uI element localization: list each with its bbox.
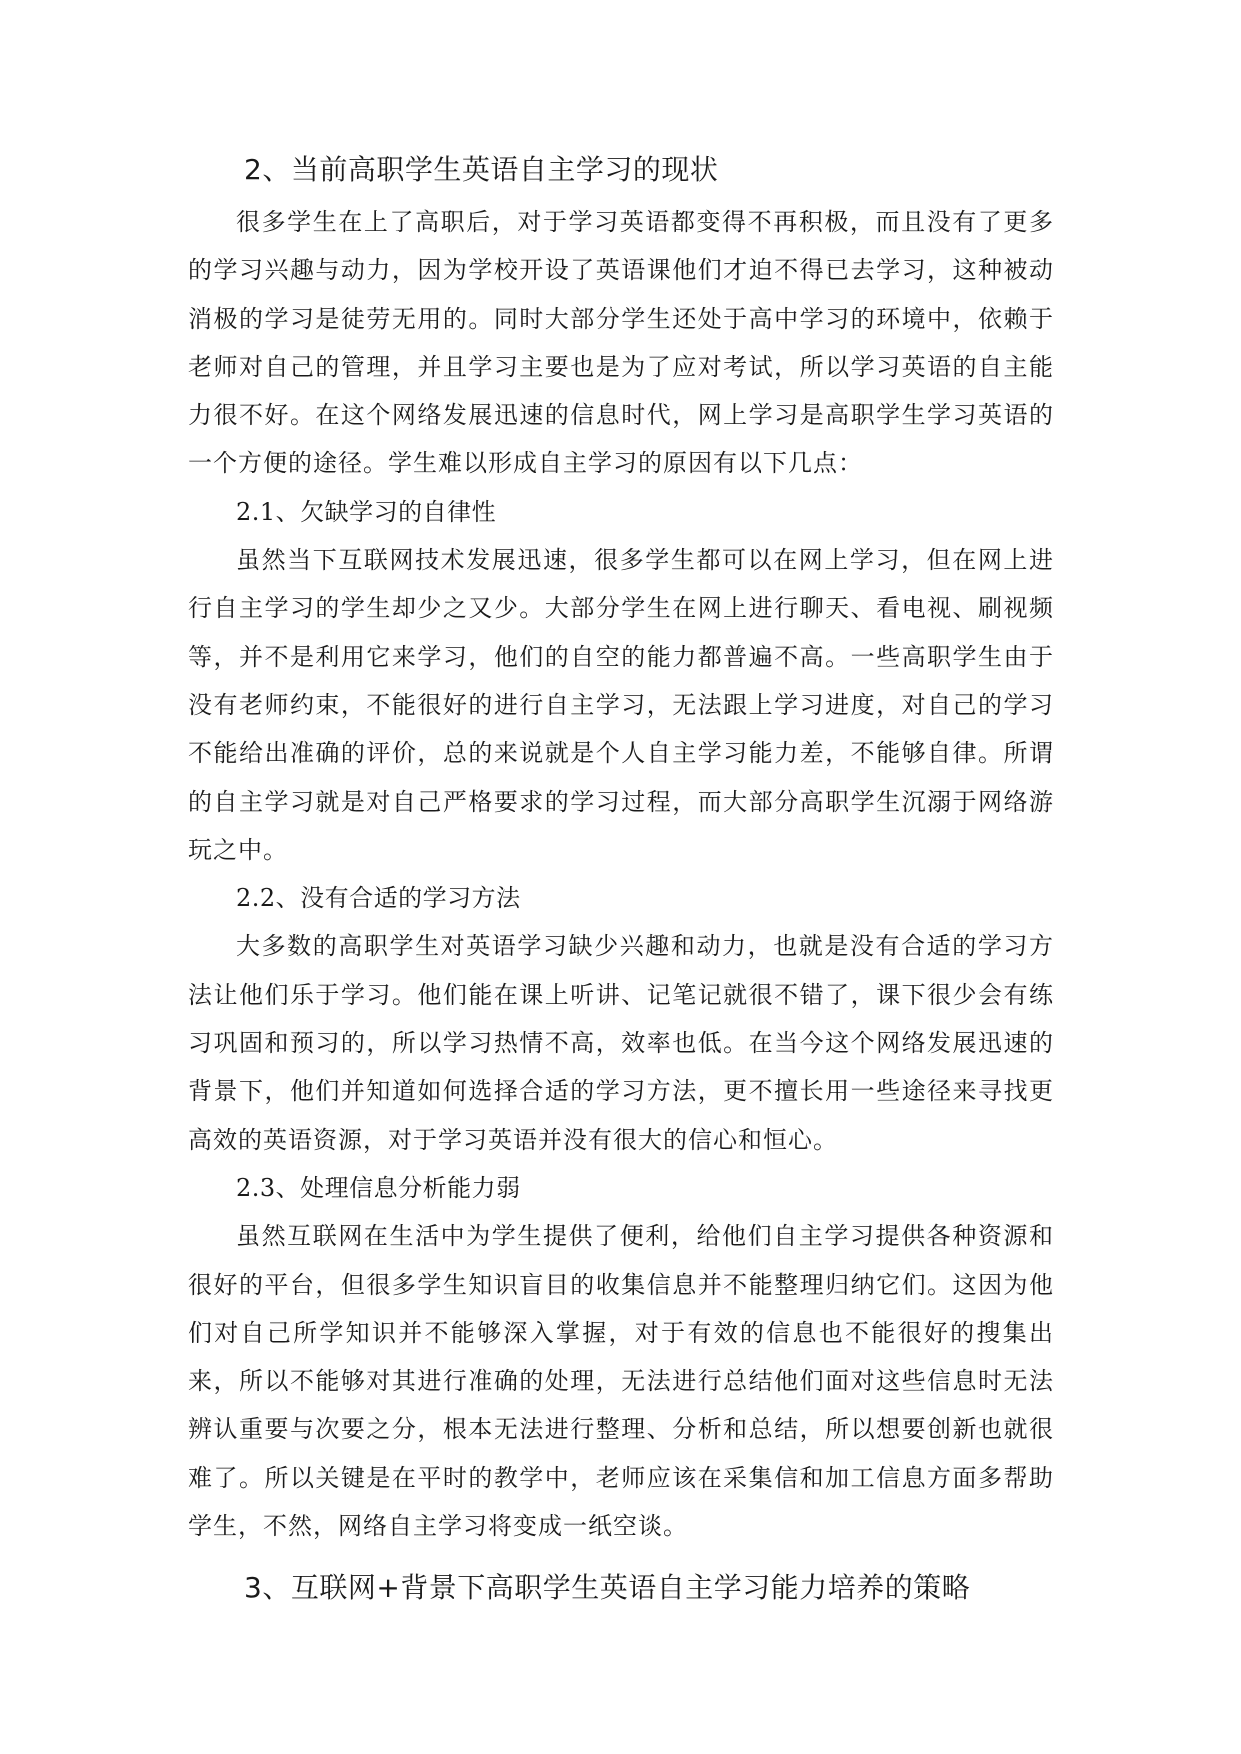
subsection-2-2-paragraph: 大多数的高职学生对英语学习缺少兴趣和动力，也就是没有合适的学习方法让他们乐于学习。他们能在课上听讲、记笔记就很不错了，课下很少会有练习巩固和预习的，所以学习热情不高，效率也低。在当今这个网络发展迅速的背景下，他们并知道如何选择合适的学习方法，更不擅长用一些途径来寻找更高效的英语资源，对于学习英语并没有很大的信心和恒心。: [188, 932, 1054, 1154]
subsection-2-2-heading: 2.2、没有合适的学习方法: [236, 884, 521, 913]
subsection-2-3-paragraph: 虽然互联网在生活中为学生提供了便利，给他们自主学习提供各种资源和很好的平台，但很多学生知识盲目的收集信息并不能整理归纳它们。这因为他们对自己所学知识并不能够深入掌握，对于有效的信息也不能很好的搜集出来，所以不能够对其进行准确的处理，无法进行总结他们面对这些信息时无法辨认重要与次要之分，根本无法进行整理、分析和总结，所以想要创新也就很难了。所以关键是在平时的教学中，老师应该在采集信和加工信息方面多帮助学生，不然，网络自主学习将变成一纸空谈。: [188, 1222, 1054, 1541]
subsection-2-1-heading: 2.1、欠缺学习的自律性: [236, 497, 497, 526]
section-3-heading: 3、互联网+背景下高职学生英语自主学习能力培养的策略: [244, 1571, 971, 1605]
document-body: [188, 150, 1054, 1608]
section-2-heading: 2、当前高职学生英语自主学习的现状: [244, 153, 719, 186]
section-2-intro-paragraph: 很多学生在上了高职后，对于学习英语都变得不再积极，而且没有了更多的学习兴趣与动力，因为学校开设了英语课他们才迫不得已去学习，这种被动消极的学习是徒劳无用的。同时大部分学生还处于高中学习的环境中，依赖于老师对自己的管理，并且学习主要也是为了应对考试，所以学习英语的自主能力很不好。在这个网络发展迅速的信息时代，网上学习是高职学生学习英语的一个方便的途径。学生难以形成自主学习的原因有以下几点：: [188, 208, 1054, 478]
subsection-2-1-paragraph: 虽然当下互联网技术发展迅速，很多学生都可以在网上学习，但在网上进行自主学习的学生却少之又少。大部分学生在网上进行聊天、看电视、刷视频等，并不是利用它来学习，他们的自空的能力都普遍不高。一些高职学生由于没有老师约束，不能很好的进行自主学习，无法跟上学习进度，对自己的学习不能给出准确的评价，总的来说就是个人自主学习能力差，不能够自律。所谓的自主学习就是对自己严格要求的学习过程，而大部分高职学生沉溺于网络游玩之中。: [188, 546, 1054, 864]
subsection-2-3-heading: 2.3、处理信息分析能力弱: [236, 1173, 521, 1202]
